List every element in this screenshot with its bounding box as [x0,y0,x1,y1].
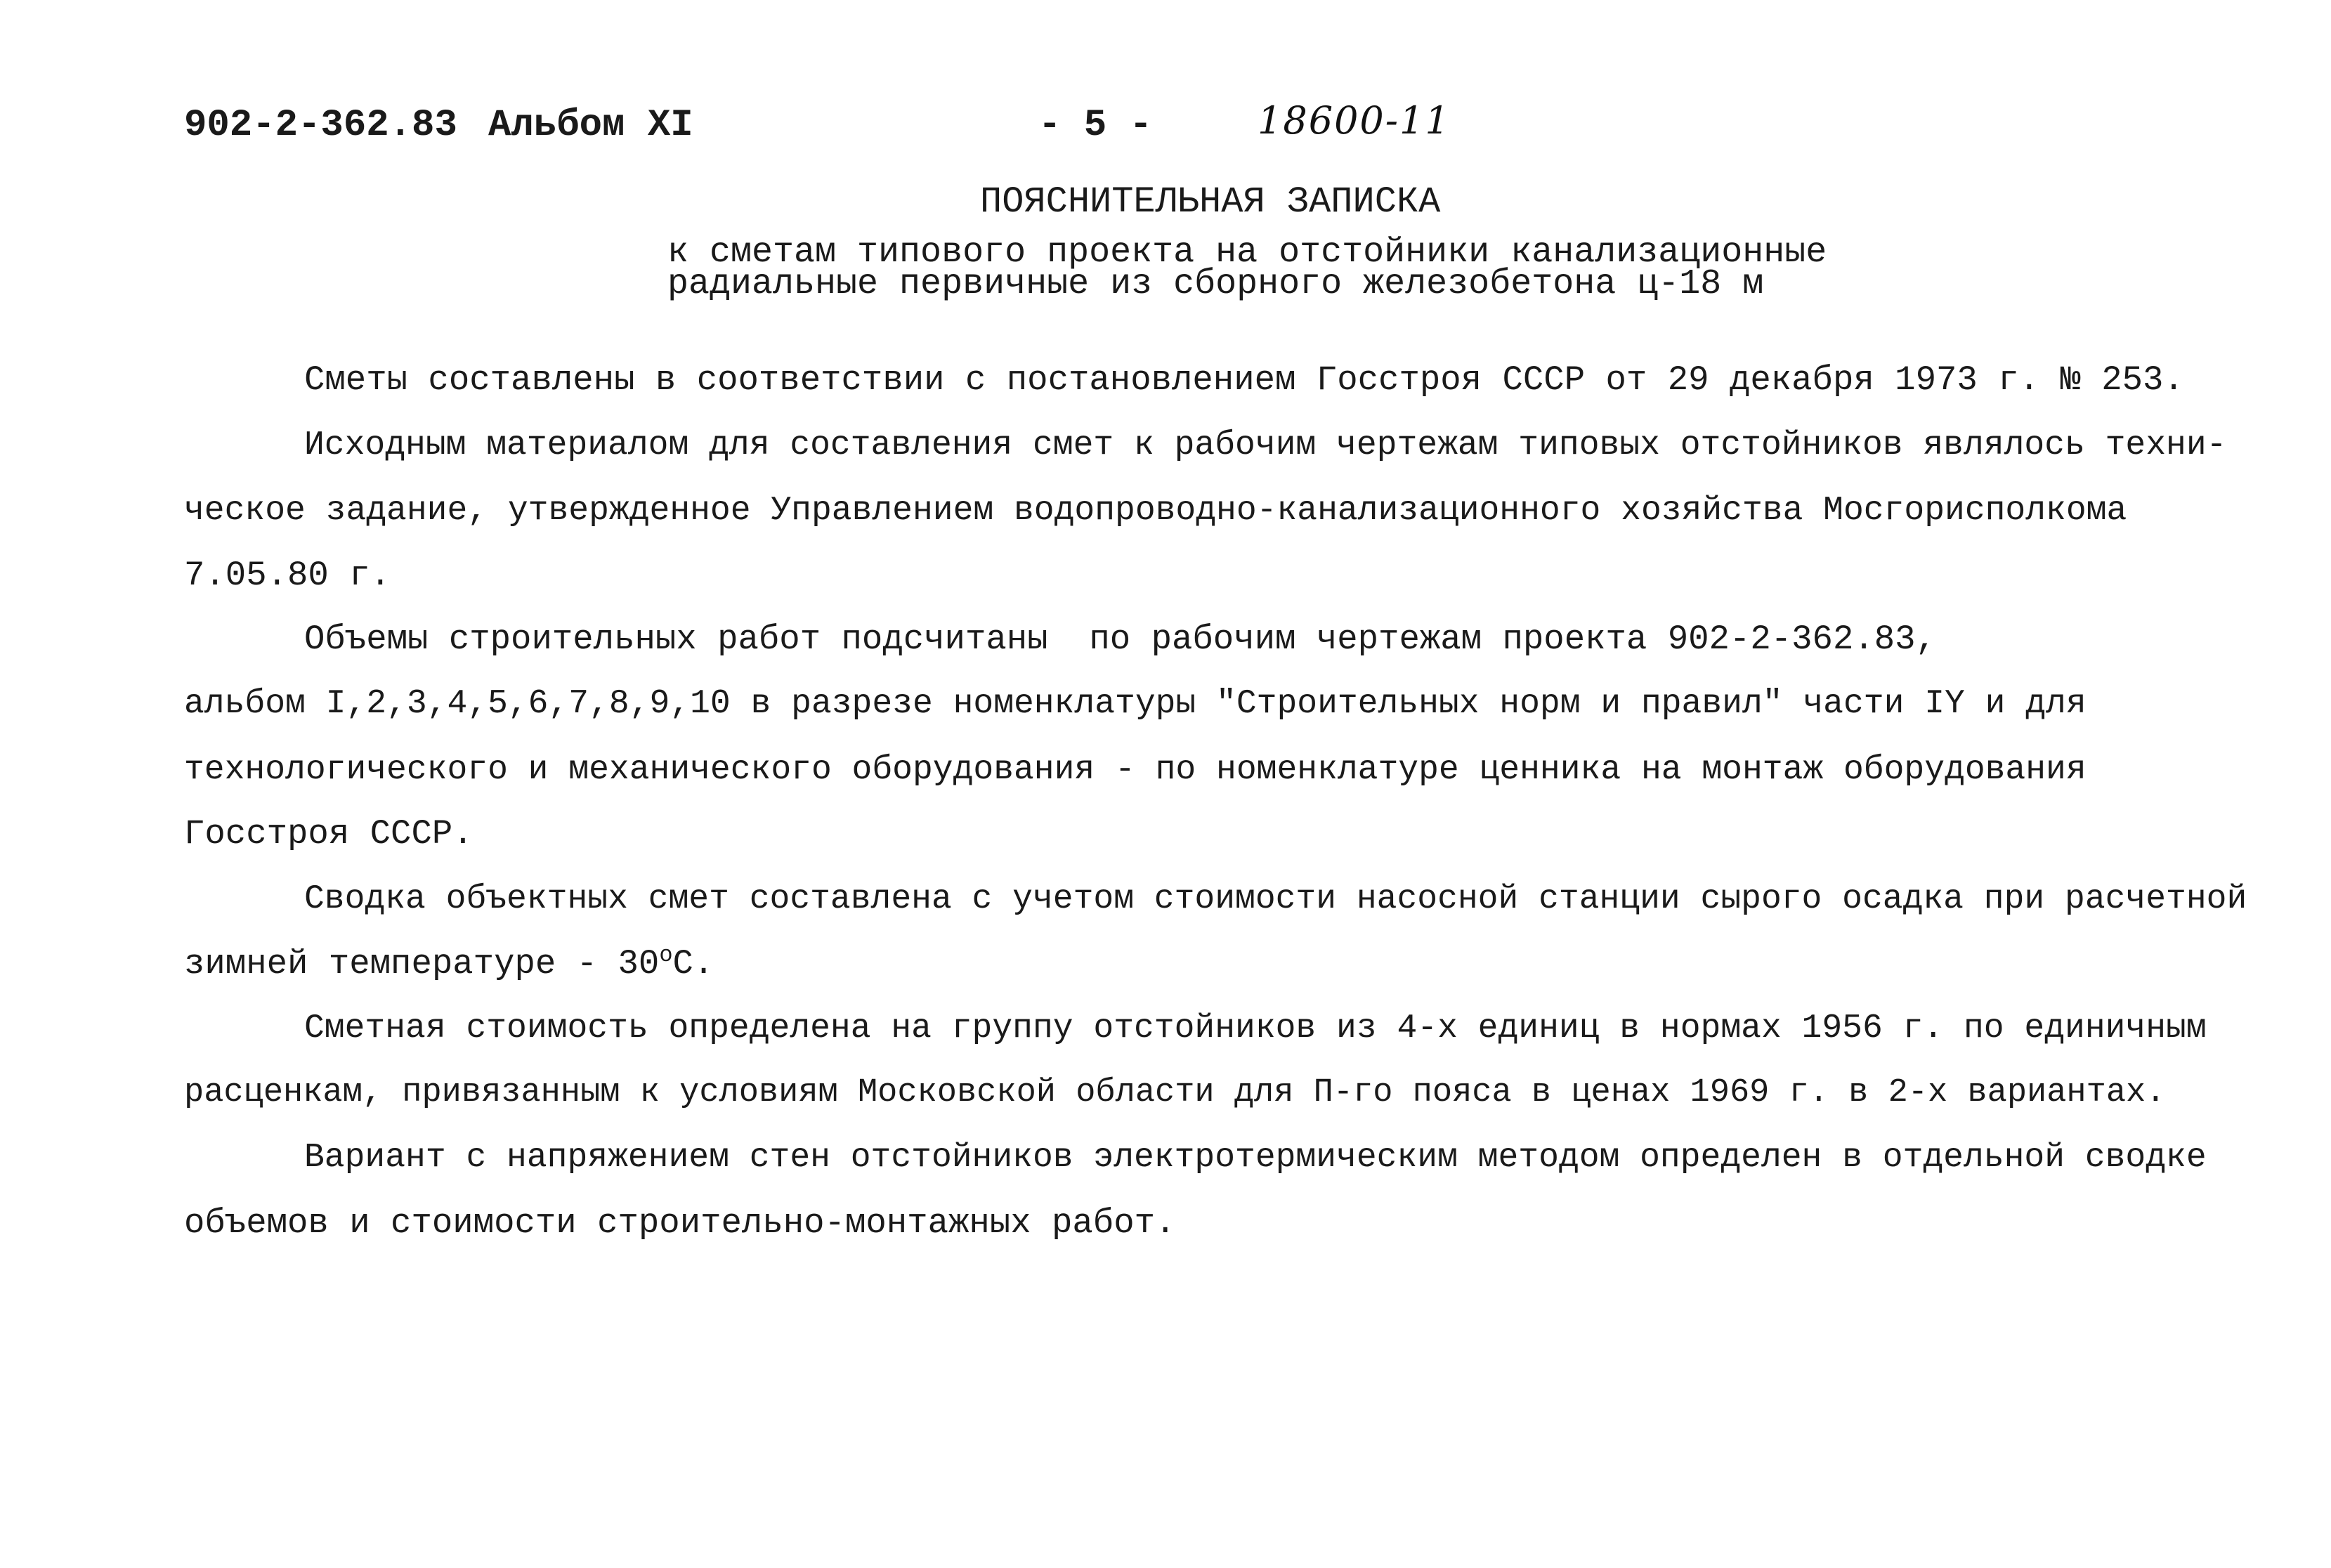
paragraph-2-line-2: ческое задание, утвержденное Управлением водопроводно-канализационного хозяйства Мосгорисполкома [184,492,2127,530]
paragraph-3-line-2: альбом I,2,3,4,5,6,7,8,9,10 в разрезе номенклатуры "Строительных норм и правил" части IY и для [184,685,2087,723]
paragraph-5-line-2: расценкам, привязанным к условиям Московской области для П-го пояса в ценах 1969 г. в 2-х вариантах. [184,1074,2166,1111]
paragraph-6-line-2: объемов и стоимости строительно-монтажных работ. [184,1203,1176,1243]
temperature-text: зимней температуре - 30 [184,944,660,984]
handwritten-number: 18600-11 [1258,98,1451,143]
paragraph-4-line-1: Сводка объектных смет составлена с учетом стоимости насосной станции сырого осадка при расчетной [304,880,2247,918]
paragraph-4-line-2 [184,942,714,984]
paragraph-5-line-1: Сметная стоимость определена на группу отстойников из 4-х единиц в нормах 1956 г. по единичным [304,1010,2207,1047]
page-title: ПОЯСНИТЕЛЬНАЯ ЗАПИСКА [980,181,1441,223]
paragraph-2-line-3: 7.05.80 г. [184,556,391,595]
degree-sign: o [659,942,673,968]
album-label: Альбом XI [488,104,693,147]
paragraph-2-line-1: Исходным материалом для составления смет к рабочим чертежам типовых отстойников являлось техни- [304,426,2227,464]
title-subline-1: к сметам типового проекта на отстойники канализационные [667,233,1827,273]
paragraph-3-line-3: технологического и механического оборудования - по номенклатуре ценника на монтаж оборудования [184,751,2087,789]
paragraph-3-line-4: Госстроя СССР. [184,814,474,854]
paragraph-1-line-1: Сметы составлены в соответствии с постановлением Госстроя СССР от 29 декабря 1973 г. № 253. [304,360,2184,400]
project-code: 902-2-362.83 [184,104,457,147]
title-subline-2: радиальные первичные из сборного железобетона ц-18 м [667,264,1764,304]
page-number: - 5 - [1038,104,1153,147]
paragraph-3-line-1: Объемы строительных работ подсчитаны по рабочим чертежам проекта 902-2-362.83, [304,620,1936,659]
temperature-unit: С. [672,944,714,984]
paragraph-6-line-1: Вариант с напряжением стен отстойников электротермическим методом определен в отдельной сводке [304,1139,2207,1177]
